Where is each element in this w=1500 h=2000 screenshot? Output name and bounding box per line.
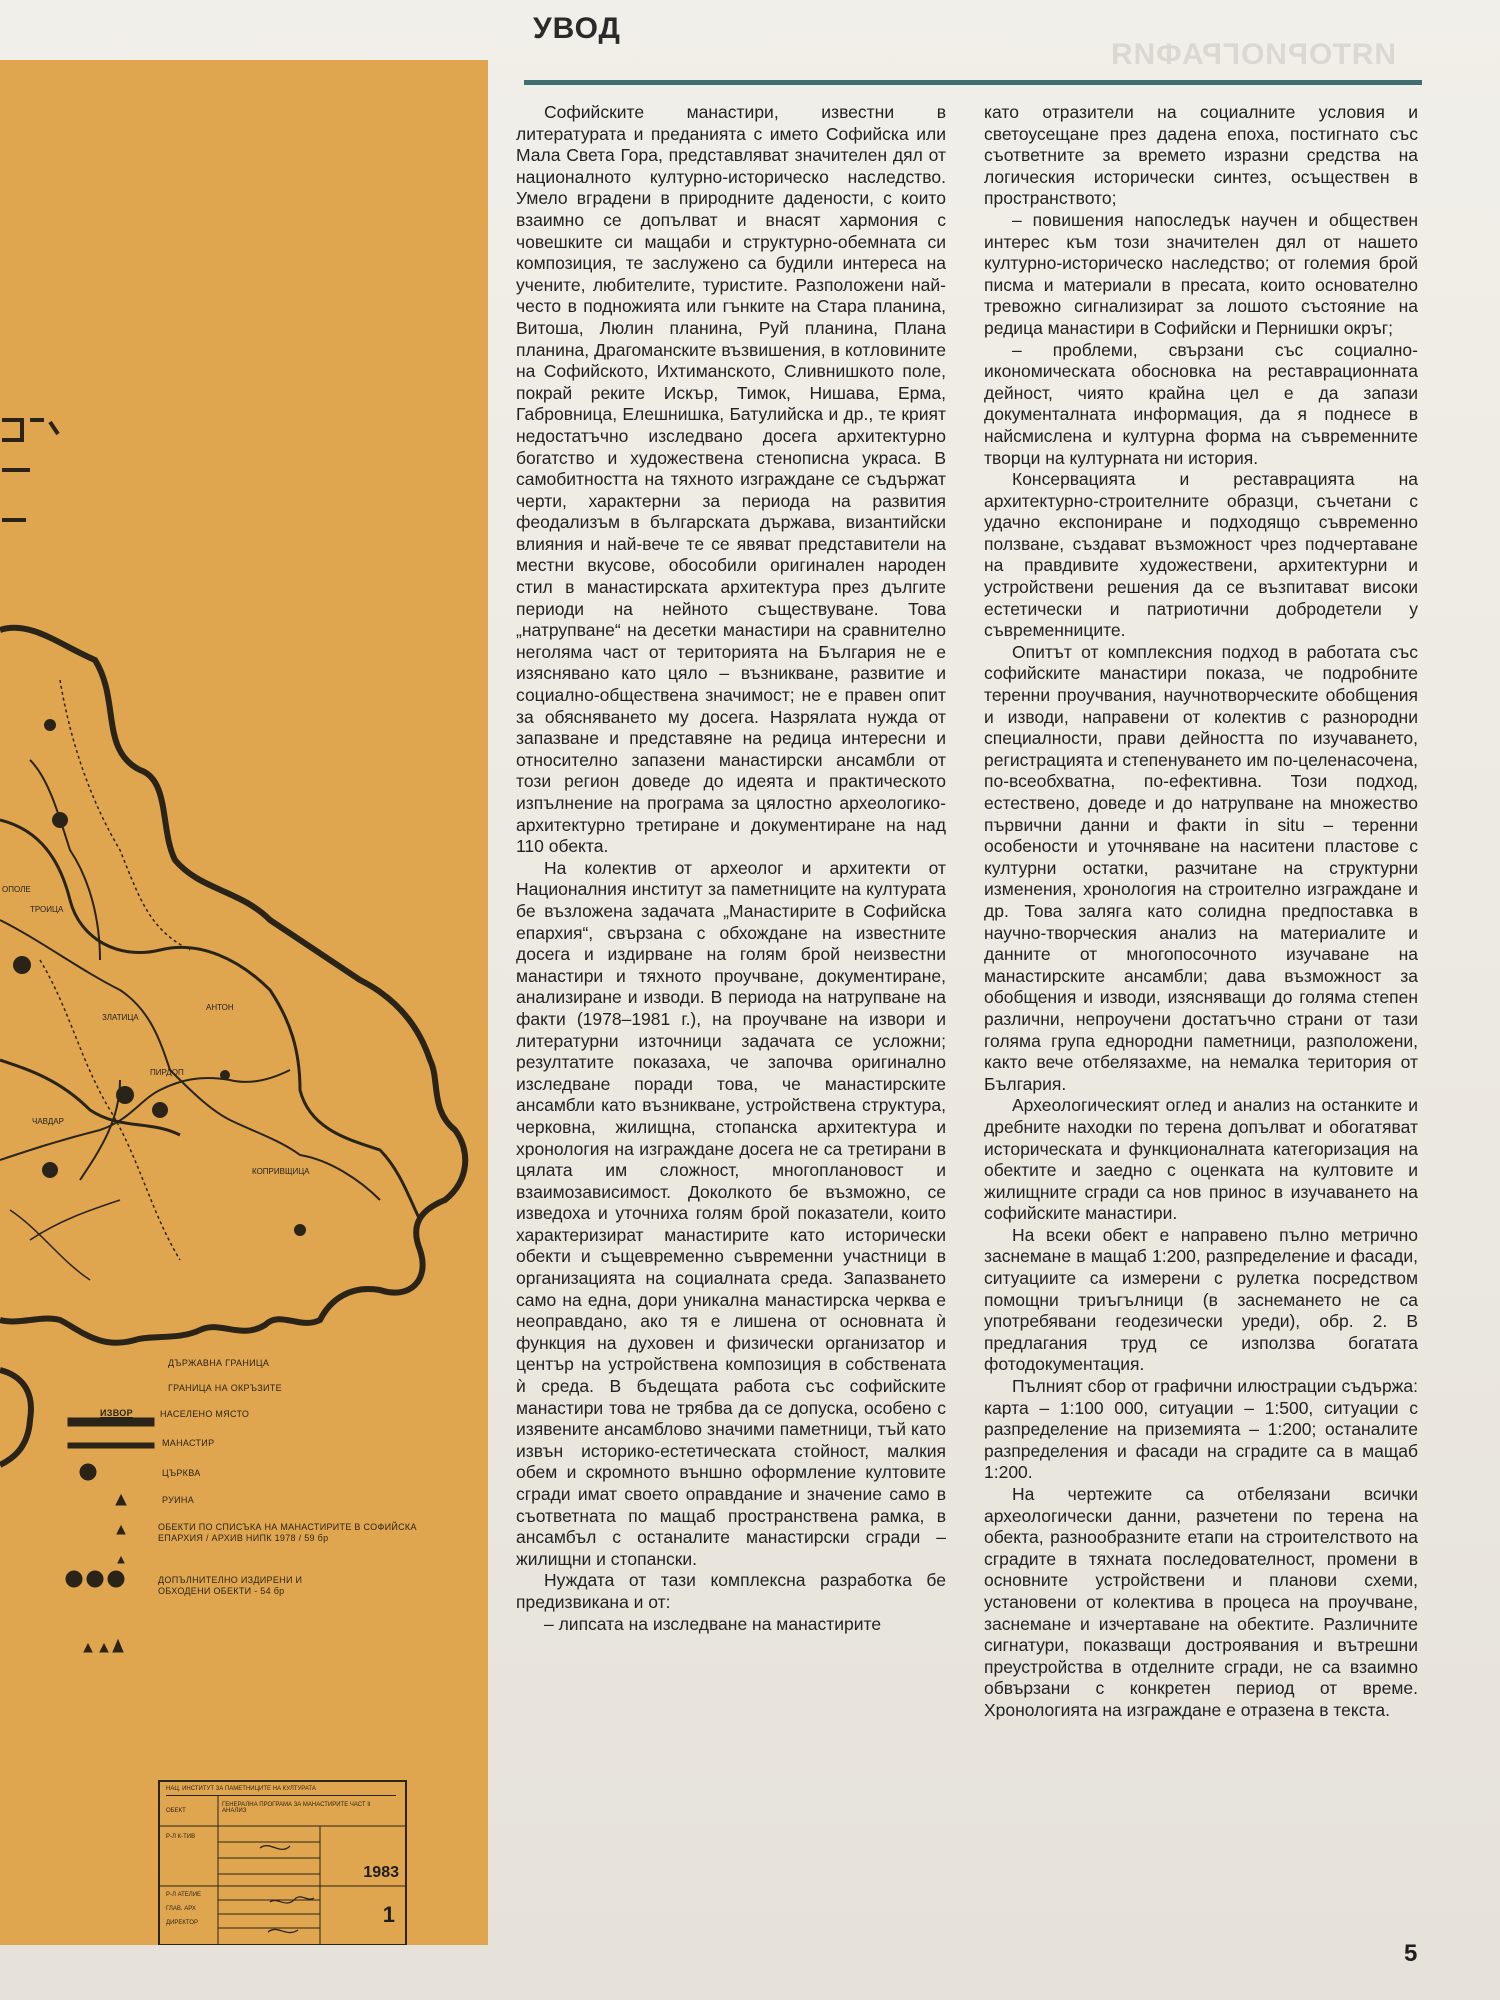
legend-symbol-listed-object bbox=[87, 1571, 103, 1587]
paragraph: като отразители на социалните условия и светоусещане през дадена епоха, постигнато със съответните за времето изразни средства на логическия исторически синтез, осъществен в пространството; bbox=[984, 102, 1418, 209]
legend-symbol-settlement bbox=[80, 1464, 96, 1480]
road bbox=[30, 760, 100, 960]
mirrored-heading: ИЯТОРИОГРАФИЯ bbox=[1110, 38, 1396, 71]
stamp-row: ДИРЕКТОР bbox=[166, 1920, 198, 1926]
legend-ruin: РУИНА bbox=[162, 1495, 194, 1505]
legend-symbol-district-border bbox=[68, 1443, 154, 1448]
paragraph: – повишения напоследък научен и обществен интерес към този значителен дял от нашето културно-историческо наследство; от големия брой писма и материали в пресата, които основателно тревожно сигнализират за лошото състояние на редица манастири в Софийски и Пернишки окръг; bbox=[984, 209, 1418, 338]
map-drawing bbox=[0, 60, 488, 1945]
map-label-koprivshtica: КОПРИВЩИЦА bbox=[252, 1167, 310, 1176]
legend-symbol-state-border bbox=[68, 1418, 154, 1426]
lake-outline bbox=[0, 1370, 31, 1465]
legend-symbol-monastery bbox=[116, 1495, 126, 1505]
paragraph: – проблеми, свързани със социално-икономическата обосновка на реставрационната дейност, чиято крайна цел е да запази документалната информация, да я поднесе в найсмислена и културна форма на съвременните творци на културната ни история. bbox=[984, 339, 1418, 468]
district-border bbox=[0, 820, 420, 1220]
paragraph: На чертежите са отбелязани всички археологически данни, разчетени по терена на обекта, разнообразните етапи на строителството на сградите в тяхната последователност, промени в основните устройствени и планови схеми, установени от колектива в процеса на проучване, заснемане и изчертаване на обектите. Различните сигнатури, показващи достроявания и вътрешни преустройства в отделните сгради, не са взаимно обвързани с конкретен период от време. Хронологията на изграждане е отразена в текста. bbox=[984, 1484, 1418, 1720]
settlement-marker bbox=[44, 719, 56, 731]
settlement-marker bbox=[220, 1070, 230, 1080]
title-fragment bbox=[2, 420, 58, 520]
stamp-institute: НАЦ. ИНСТИТУТ ЗА ПАМЕТНИЦИТЕ НА КУЛТУРАТА bbox=[166, 1786, 396, 1796]
legend-district-border: ГРАНИЦА НА ОКРЪЗИТЕ bbox=[168, 1383, 282, 1393]
settlement-marker bbox=[52, 812, 68, 828]
paragraph: Опитът от комплексния подход в работата със софийските манастири показа, че подробните теренни проучвания, научнотворческите обобщения и изводи, направени от колектив с разнородни специалности, прави дейността по изучаването, регистрацията и степенуването им по-целенасочена, по-всеобхватна, по-ефективна. Този подход, естествено, доведе и до натрупване на множество първични данни и факти in situ – теренни особености и уточняване на наситени пластове с културни остатки, разчитане на структурни изменения, хронология на строително изграждане и др. Това залягa като солидна предпоставка в научно-творческия анализ на материалите и данните от многопосочното изучаване на манастирските ансамбли; дава възможност за обобщения и изводи, изясняващи до голяма степен различни, непроучени достатъчно страни от тази голяма група еднородни паметници, разположени, както вече отбелязахме, на немалка територия от България. bbox=[984, 641, 1418, 1094]
settlement-marker bbox=[116, 1086, 134, 1104]
road bbox=[10, 1200, 120, 1280]
legend-state-border: ДЪРЖАВНА ГРАНИЦА bbox=[168, 1358, 270, 1368]
legend-symbol-additional-object bbox=[84, 1640, 123, 1652]
paragraph: Нуждата от тази комплексна разработка бе предизвикана и от: bbox=[516, 1570, 946, 1612]
legend-monastery: МАНАСТИР bbox=[162, 1438, 215, 1448]
stamp-program: ГЕНЕРАЛНА ПРОГРАМА ЗА МАНАСТИРИТЕ ЧАСТ II АНАЛИЗ bbox=[222, 1802, 371, 1814]
text-column-right bbox=[984, 102, 1418, 1902]
legend-settlement-sample: ИЗВОР bbox=[100, 1408, 133, 1418]
legend-additional-objects: ДОПЪЛНИТЕЛНО ИЗДИРЕНИ И ОБХОДЕНИ ОБЕКТИ - 54 бр bbox=[158, 1575, 303, 1596]
paragraph: Археологическият оглед и анализ на останките и дребните находки по терена допълват и обогатяват историческата и функционалната категоризация на обектите и заедно с оценката на култовите и жилищните сгради са нов принос в изучаването на софийските манастири. bbox=[984, 1095, 1418, 1224]
paragraph: На колектив от археолог и архитекти от Националния институт за паметниците на културата бе възложена задачата „Манастирите в Софийска епархия“, свързана с обхождане на известните досега и издирване на голям брой неизвестни манастири и тяхното проучване, документиране, анализиране и изводи. В периода на натрупване на факти (1978–1981 г.), на проучване на извори и литературни източници задачата се усложни; резултатите показаха, че започва оригинално изследване поради това, че манастирските ансамбли като възникване, устройствена структура, черковна, жилищна, стопанска архитектура и хронология на изграждане досега не са третирани в цялата им сложност, многоплановост и взаимозависимост. Доколкото бе възможно, се изведоха и уточниха голям брой показатели, които характеризират манастирите като исторически обекти и същевременно съвременни участници в организацията на социалната среда. Запазването само на една, дори уникална манастирска черква е неоправдано, ако тя е лишена от основната ѝ функция на духовен и физически организатор и център на устройствена композиция в собствената ѝ среда. В бъдещата работа със софийските манастири това не трябва да се допуска, особено с изявените ансамблово значими паметници, тъй като извън историко-естетическата стойност, малкия обем и скромното външно оформление култовите сгради имат своето оправдание и значение само в съответната по мащаб пространствена рамка, в ансамбъл с останалите манастирски сгради – жилищни и стопански. bbox=[516, 857, 946, 1569]
paragraph: Пълният сбор от графични илюстрации съдържа: карта – 1:100 000, ситуации – 1:500, ситуации с разпределение на приземията – 1:200; останалите разпределения и фасади на сградите са в мащаб 1:200. bbox=[984, 1376, 1418, 1483]
map-label-troica: ТРОИЦА bbox=[30, 905, 64, 914]
stamp-row: Р-Л К-ТИВ bbox=[166, 1834, 196, 1840]
text-column-left bbox=[516, 102, 946, 1872]
paragraph: – липсата на изследване на манастирите bbox=[544, 1613, 882, 1634]
map-label-opole: ОПОЛЕ bbox=[2, 885, 31, 894]
settlement-marker bbox=[13, 956, 31, 974]
legend-symbol-ruin bbox=[118, 1557, 124, 1563]
map-label-anton: АНТОН bbox=[206, 1003, 234, 1012]
map-panel bbox=[0, 60, 488, 1945]
road bbox=[60, 680, 190, 950]
legend-church: ЦЪРКВА bbox=[162, 1468, 201, 1478]
paragraph: Софийските манастири, известни в литературата и преданията с името Софийска или Мала Света Гора, представляват значителен дял от националното културно-историческо наследство. Умело вградени в природните дадености, с които взаимно се допълват и внасят хармония с човешките си мащаби и структурно-обемната си композиция, те заслужено са будили интереса на учените, любителите, туристите. Разположени най-често в подножията или гънките на Стара планина, Витоша, Люлин планина, Руй планина, Плана планина, Драгоманските възвишения, в котловините на Софийското, Ихтиманското, Сливнишкото поле, покрай реките Искър, Тимок, Нишава, Ерма, Габровница, Елешнишка, Батулийска и др., те крият недостатъчно изследвано досега архитектурно богатство и художествена стенописна украса. В самобитността на тяхното изграждане се съдържат черти, характерни за периода на развития феодализъм в българската държава, византийски влияния и най-вече те се явяват представители на местни вкусове, обособили оригинален народен стил в манастирската архитектура през дългите периоди на нейното съществуване. Това „натрупване“ на десетки манастири на сравнително неголяма част от територията на България не е изяснявано като цяло – възникване, развитие и социално-обществена значимост; не е правен опит за обясняването му досега. Назрялата нужда от запазване и представяне на редица интересни и относително запазени манастирски ансамбли от този регион доведе до идеята и практическото изпълнение на програма за цялостно археологико-архитектурно третиране и документиране на над 110 обекта. bbox=[516, 102, 946, 857]
legend-symbol-listed-object bbox=[66, 1571, 82, 1587]
paragraph: На всеки обект е направено пълно метрично заснемане в мащаб 1:200, разпределение и фасади, ситуациите са измерени с рулетка посредством помощни триъгълници (в заснемането не са употребявани геодезически уреди), обр. 2. В предлагания труд се използва богатата фотодокументация. bbox=[984, 1224, 1418, 1375]
map-label-chavdar: ЧАВДАР bbox=[32, 1117, 64, 1126]
stamp-year: 1983 bbox=[363, 1864, 399, 1881]
stamp-sheet-number: 1 bbox=[382, 1902, 395, 1927]
region-border bbox=[0, 628, 465, 1343]
page-title: УВОД bbox=[533, 12, 621, 45]
map-label-zlatica: ЗЛАТИЦА bbox=[102, 1013, 139, 1022]
map-label-pirdop: ПИРДОП bbox=[150, 1068, 184, 1077]
stamp-row: Р-Л АТЕЛИЕ bbox=[166, 1892, 202, 1898]
page-number: 5 bbox=[1404, 1940, 1418, 1967]
stamp-row: ГЛАВ. АРХ bbox=[166, 1906, 196, 1912]
road bbox=[0, 920, 380, 1200]
title-block-stamp bbox=[158, 1780, 407, 1945]
legend-settlement: НАСЕЛЕНО МЯСТО bbox=[160, 1409, 250, 1419]
legend-symbol-church bbox=[117, 1526, 125, 1534]
settlement-marker bbox=[42, 1162, 58, 1178]
legend-listed-objects: ОБЕКТИ ПО СПИСЪКА НА МАНАСТИРИТЕ В СОФИЙСКА ЕПАРХИЯ / АРХИВ НИПК 1978 / 59 бр bbox=[158, 1522, 417, 1543]
settlement-marker bbox=[152, 1102, 168, 1118]
stamp-grid bbox=[160, 1782, 405, 1944]
stamp-object-label: ОБЕКТ bbox=[166, 1808, 186, 1814]
paragraph: Консервацията и реставрацията на архитектурно-строителните образци, съчетани с удачно експониране и подходящо съвременно ползване, създават възможност чрез подчертаване на правдивите художествени, архитектурни и устройствени решения да се възпитават високи естетически и патриотични добродетели у съвременниците. bbox=[984, 469, 1418, 641]
title-rule bbox=[524, 80, 1422, 85]
road bbox=[0, 1070, 290, 1160]
legend-symbol-listed-object bbox=[108, 1571, 124, 1587]
settlement-marker bbox=[294, 1224, 306, 1236]
